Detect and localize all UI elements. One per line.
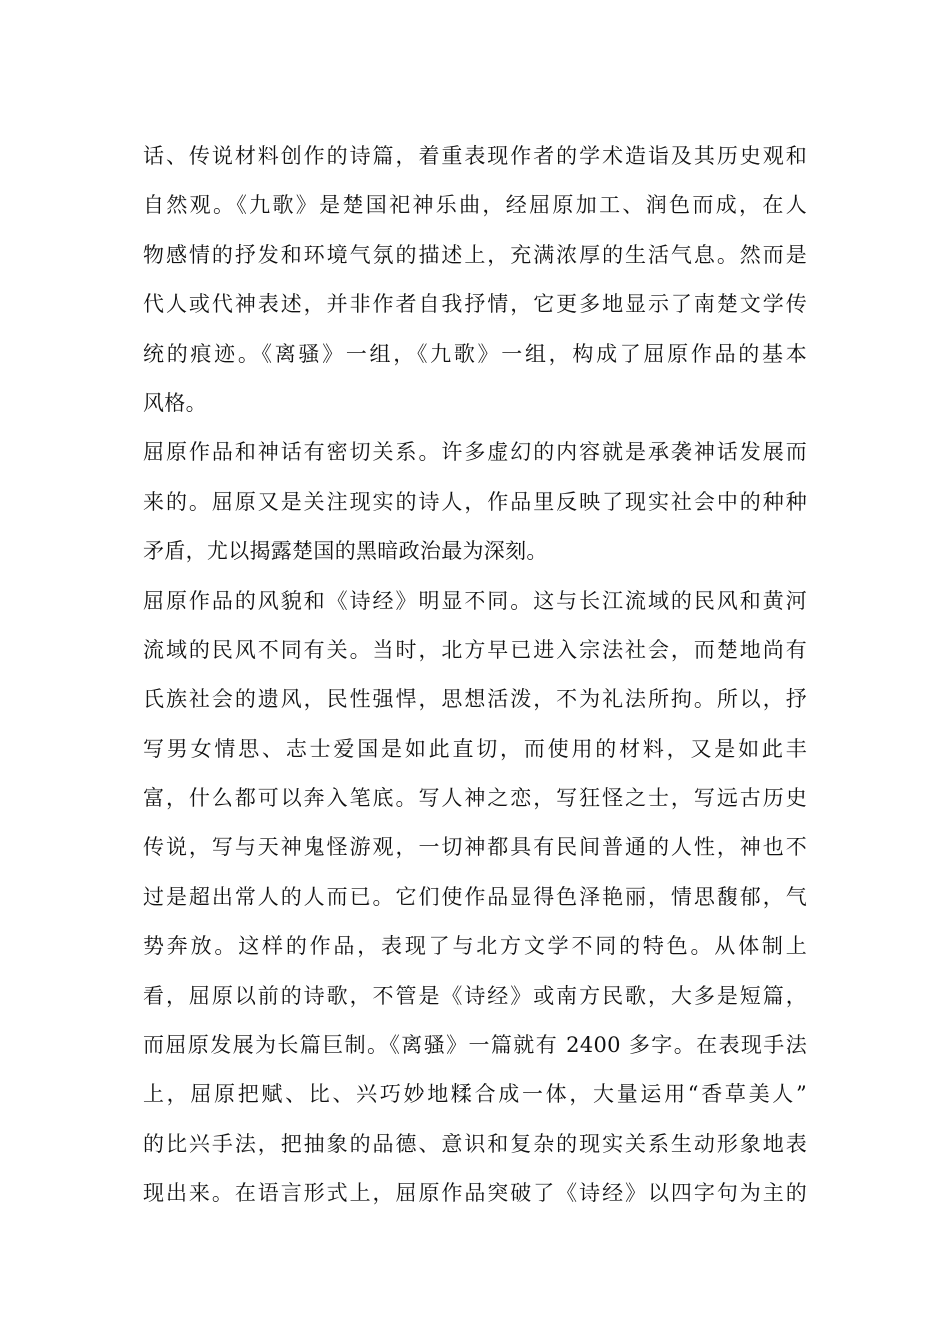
text-line: 现出来。在语言形式上，屈原作品突破了《诗经》以四字句为主的 — [143, 1181, 807, 1206]
body-text — [143, 132, 807, 1219]
text-line: 物感情的抒发和环境气氛的描述上，充满浓厚的生活气息。然而是 — [143, 242, 807, 267]
text-line: 看，屈原以前的诗歌，不管是《诗经》或南方民歌，大多是短篇， — [143, 983, 807, 1008]
text-line: 而屈原发展为长篇巨制。《离骚》一篇就有 2400 多字。在表现手法 — [143, 1033, 807, 1058]
text-line: 写男女情思、志士爱国是如此直切，而使用的材料，又是如此丰 — [143, 736, 807, 761]
text-line: 屈原作品和神话有密切关系。许多虚幻的内容就是承袭神话发展而 — [143, 440, 807, 465]
text-line: 风格。 — [143, 390, 207, 415]
text-line: 富，什么都可以奔入笔底。写人神之恋，写狂怪之士，写远古历史 — [143, 786, 807, 811]
text-line: 自然观。《九歌》是楚国祀神乐曲，经屈原加工、润色而成，在人 — [143, 193, 807, 218]
text-line: 来的。屈原又是关注现实的诗人，作品里反映了现实社会中的种种 — [143, 489, 807, 514]
text-line: 统的痕迹。《离骚》一组，《九歌》一组，构成了屈原作品的基本 — [143, 341, 807, 366]
text-line: 矛盾，尤以揭露楚国的黑暗政治最为深刻。 — [143, 539, 548, 564]
text-line: 氏族社会的遗风，民性强悍，思想活泼，不为礼法所拘。所以，抒 — [143, 687, 807, 712]
text-line: 过是超出常人的人而已。它们使作品显得色泽艳丽，情思馥郁，气 — [143, 884, 807, 909]
text-line: 的比兴手法，把抽象的品德、意识和复杂的现实关系生动形象地表 — [143, 1131, 807, 1156]
text-line: 流域的民风不同有关。当时，北方早已进入宗法社会，而楚地尚有 — [143, 637, 807, 662]
text-line: 传说，写与天神鬼怪游观，一切神都具有民间普通的人性，神也不 — [143, 835, 807, 860]
text-line: 屈原作品的风貌和《诗经》明显不同。这与长江流域的民风和黄河 — [143, 588, 807, 613]
text-line: 上，屈原把赋、比、兴巧妙地糅合成一体，大量运用“香草美人” — [143, 1082, 807, 1107]
text-line: 代人或代神表述，并非作者自我抒情，它更多地显示了南楚文学传 — [143, 292, 807, 317]
text-line: 话、传说材料创作的诗篇，着重表现作者的学术造诣及其历史观和 — [143, 144, 807, 168]
text-line: 势奔放。这样的作品，表现了与北方文学不同的特色。从体制上 — [143, 934, 807, 959]
